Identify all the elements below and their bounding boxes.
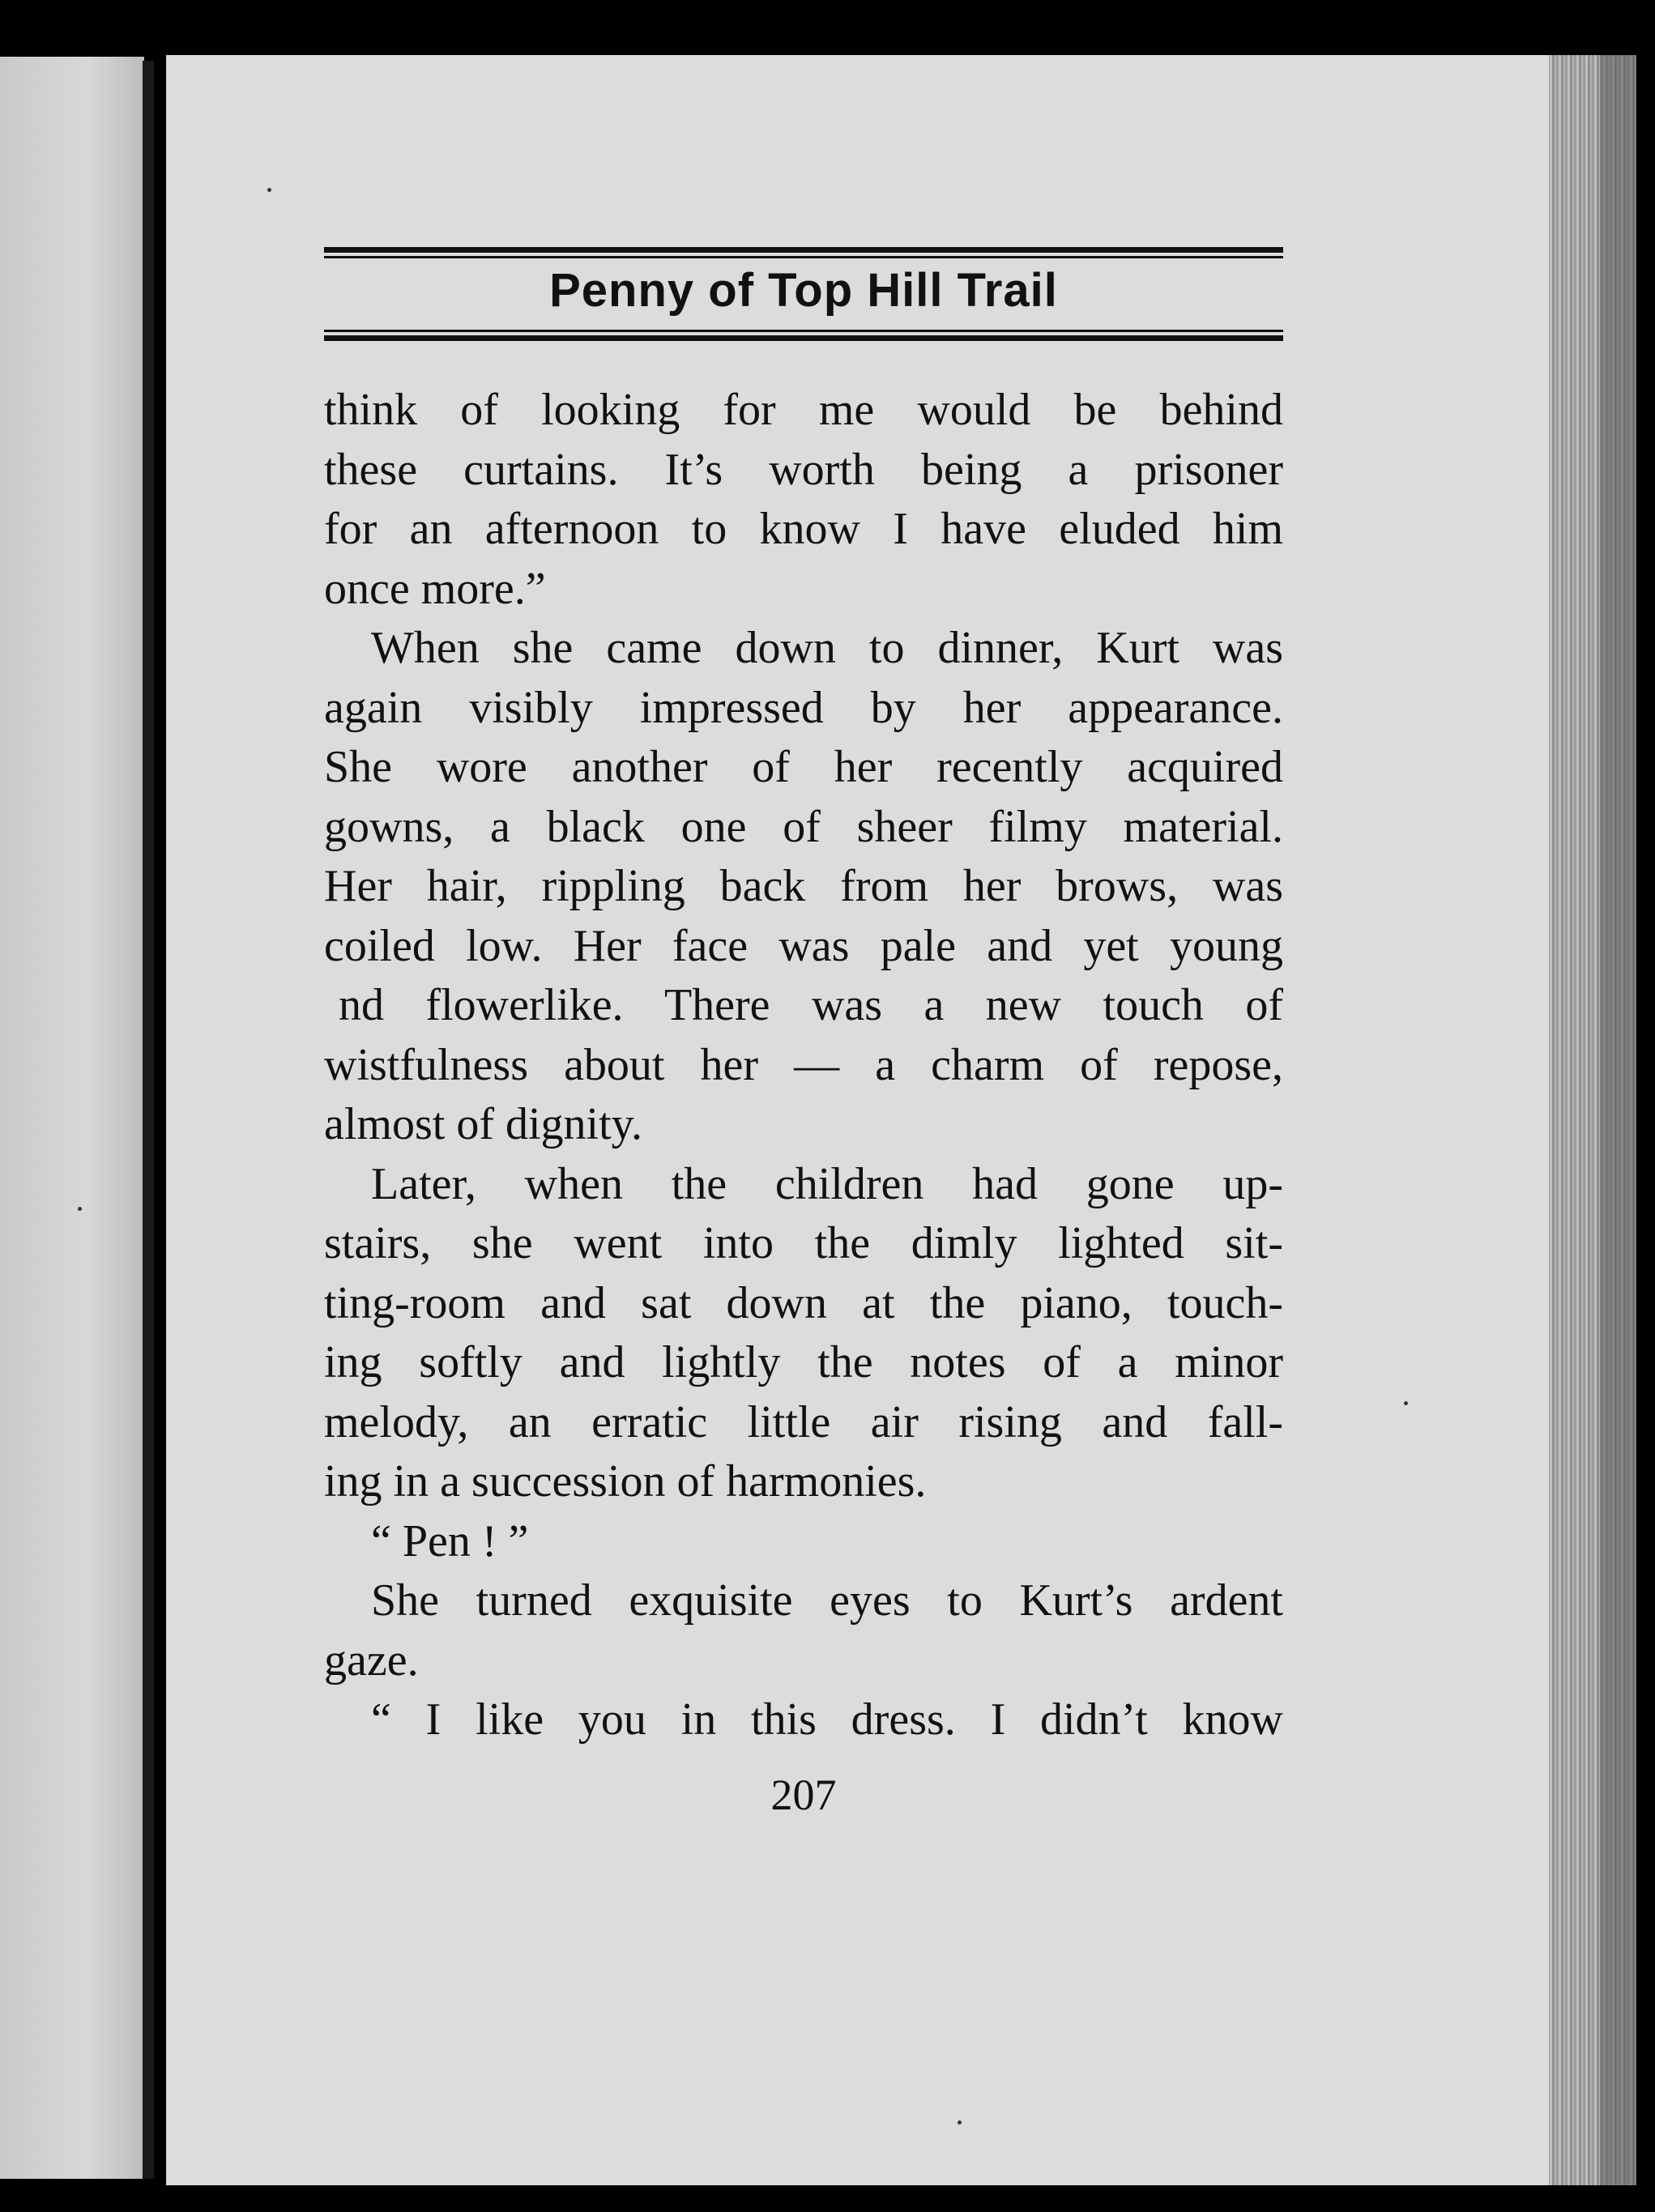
- text-line: again visibly impressed by her appearance.: [324, 682, 1283, 733]
- text-line: nd flowerlike. There was a new touch of: [339, 980, 1283, 1030]
- scan-speck: [1404, 1401, 1408, 1405]
- text-line: ing in a succession of harmonies.: [324, 1456, 927, 1507]
- book-spine: [143, 61, 154, 2179]
- text-line: once more.”: [324, 563, 546, 614]
- running-head-title: Penny of Top Hill Trail: [549, 264, 1058, 317]
- text-line: wistfulness about her — a charm of repose,: [324, 1039, 1283, 1090]
- facing-page-edge: [0, 57, 144, 2179]
- header-rule-top-thick: [324, 247, 1283, 253]
- text-line: gowns, a black one of sheer filmy material.: [324, 801, 1283, 852]
- scan-speck: [78, 1207, 82, 1211]
- text-line: think of looking for me would be behind: [324, 385, 1283, 435]
- text-line: for an afternoon to know I have eluded him: [324, 504, 1283, 554]
- text-line: Later, when the children had gone up-: [371, 1158, 1283, 1209]
- text-line: “ Pen ! ”: [371, 1515, 529, 1566]
- header-rule-bottom-thick: [324, 335, 1283, 341]
- text-line: She wore another of her recently acquired: [324, 742, 1283, 792]
- header-rule-bottom-thin: [324, 330, 1283, 332]
- text-line: She turned exquisite eyes to Kurt’s ardent: [371, 1575, 1283, 1626]
- text-line: melody, an erratic little air rising and fall-: [324, 1396, 1283, 1447]
- text-line: ting-room and sat down at the piano, touch-: [324, 1277, 1283, 1328]
- text-line: When she came down to dinner, Kurt was: [371, 623, 1283, 673]
- scan-speck: [267, 188, 271, 192]
- text-line: ing softly and lightly the notes of a minor: [324, 1337, 1283, 1387]
- header-rule-top-thin: [324, 256, 1283, 258]
- page-body-text: [324, 381, 1283, 1750]
- text-line: gaze.: [324, 1634, 419, 1686]
- text-line: coiled low. Her face was pale and yet young: [324, 920, 1283, 971]
- text-line: almost of dignity.: [324, 1099, 643, 1149]
- text-line: stairs, she went into the dimly lighted sit-: [324, 1218, 1283, 1268]
- text-line: Her hair, rippling back from her brows, was: [324, 861, 1283, 911]
- page-block-shadow: [1600, 55, 1636, 2185]
- scan-speck: [958, 2120, 962, 2125]
- text-line: “ I like you in this dress. I didn’t know: [371, 1694, 1283, 1745]
- page-number: 207: [770, 1771, 837, 1819]
- text-line: these curtains. It’s worth being a prisoner: [324, 444, 1283, 495]
